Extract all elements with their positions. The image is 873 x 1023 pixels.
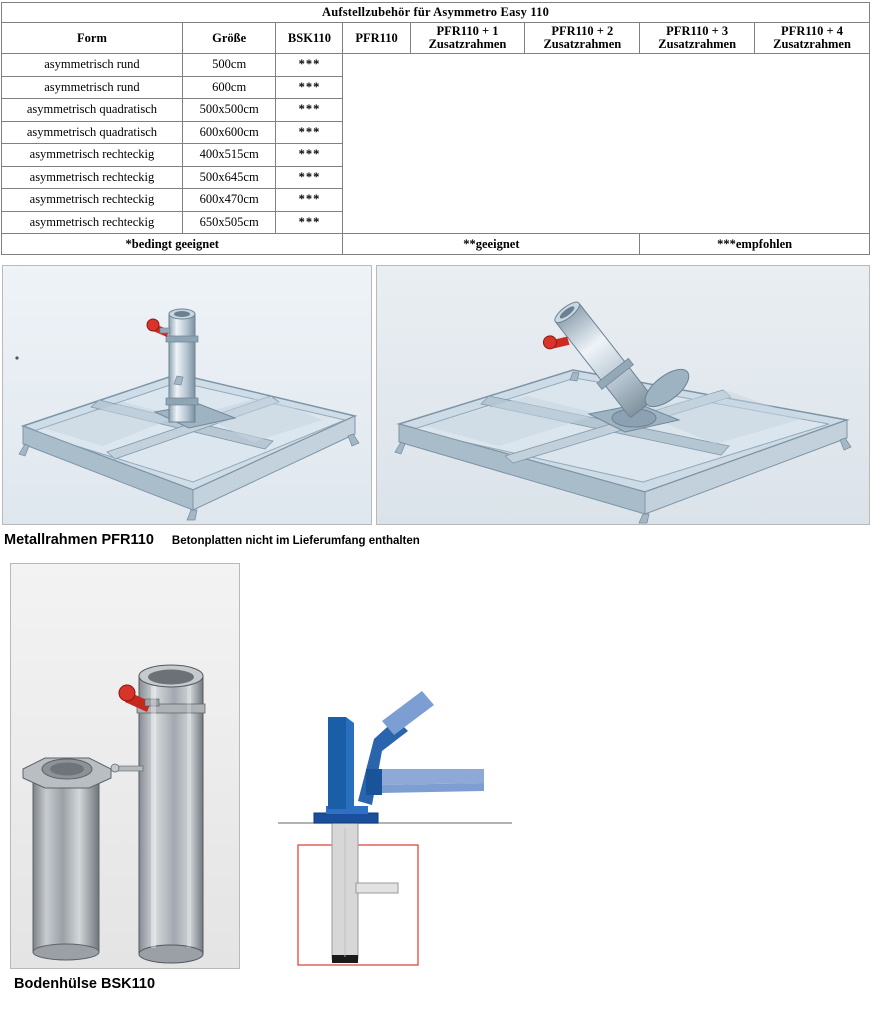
metal-frame-illustration-right [377, 266, 869, 524]
ground-sleeve-illustration [11, 564, 239, 968]
legend-geeignet: **geeignet [343, 234, 640, 255]
sleeve-photos-row [0, 563, 873, 969]
cell-size: 500x645cm [182, 166, 276, 189]
frame-caption-row [0, 531, 873, 553]
table-title: Aufstellzubehör für Asymmetro Easy 110 [2, 3, 870, 23]
cell-bsk110-rating: *** [276, 166, 343, 189]
cell-size: 650x505cm [182, 211, 276, 234]
table-legend-row [2, 234, 870, 255]
column-header-pfr110-plus-4: PFR110 + 4 Zusatzrahmen [755, 23, 870, 54]
cell-size: 600x470cm [182, 189, 276, 212]
frame-photos-row [0, 265, 873, 525]
cell-form: asymmetrisch rund [2, 54, 183, 77]
cell-form: asymmetrisch rechteckig [2, 144, 183, 167]
cell-bsk110-rating: *** [276, 99, 343, 122]
cell-form: asymmetrisch rechteckig [2, 166, 183, 189]
table-title-row [2, 3, 870, 23]
metal-frame-illustration-left [3, 266, 371, 524]
cell-form: asymmetrisch rechteckig [2, 189, 183, 212]
table-row [2, 54, 870, 77]
spec-table-container [1, 0, 872, 255]
sleeve-caption-row [0, 975, 873, 993]
frame-caption-note: Betonplatten nicht im Lieferumfang enthalten [171, 535, 420, 547]
ground-sleeve-photo [10, 563, 240, 969]
column-header-form: Form [2, 23, 183, 54]
installation-diagram-illustration [270, 673, 520, 968]
cell-size: 500x500cm [182, 99, 276, 122]
installation-diagram [270, 673, 520, 968]
column-header-pfr110-plus-3: PFR110 + 3 Zusatzrahmen [640, 23, 755, 54]
cell-bsk110-rating: *** [276, 54, 343, 77]
cell-size: 400x515cm [182, 144, 276, 167]
column-header-pfr110-plus-1: PFR110 + 1 Zusatzrahmen [410, 23, 525, 54]
cell-form: asymmetrisch rund [2, 76, 183, 99]
column-header-size: Größe [182, 23, 276, 54]
cell-size: 600cm [182, 76, 276, 99]
cell-form: asymmetrisch quadratisch [2, 99, 183, 122]
cell-bsk110-rating: *** [276, 211, 343, 234]
column-header-pfr110: PFR110 [343, 23, 410, 54]
cell-size: 500cm [182, 54, 276, 77]
frame-caption-title: Metallrahmen PFR110 [4, 532, 154, 548]
cell-bsk110-rating: *** [276, 144, 343, 167]
cell-bsk110-rating: *** [276, 189, 343, 212]
cell-bsk110-rating: *** [276, 76, 343, 99]
metal-frame-photo-right [376, 265, 870, 525]
metal-frame-photo-left [2, 265, 372, 525]
cell-form: asymmetrisch rechteckig [2, 211, 183, 234]
cell-pfr-area-empty [343, 54, 870, 234]
column-header-bsk110: BSK110 [276, 23, 343, 54]
legend-empfohlen: ***empfohlen [640, 234, 870, 255]
legend-bedingt-geeignet: *bedingt geeignet [2, 234, 343, 255]
table-header-row [2, 23, 870, 54]
column-header-pfr110-plus-2: PFR110 + 2 Zusatzrahmen [525, 23, 640, 54]
cell-bsk110-rating: *** [276, 121, 343, 144]
sleeve-caption-title: Bodenhülse BSK110 [14, 976, 156, 992]
cell-form: asymmetrisch quadratisch [2, 121, 183, 144]
cell-size: 600x600cm [182, 121, 276, 144]
aufstellzubehoer-table [1, 2, 870, 255]
